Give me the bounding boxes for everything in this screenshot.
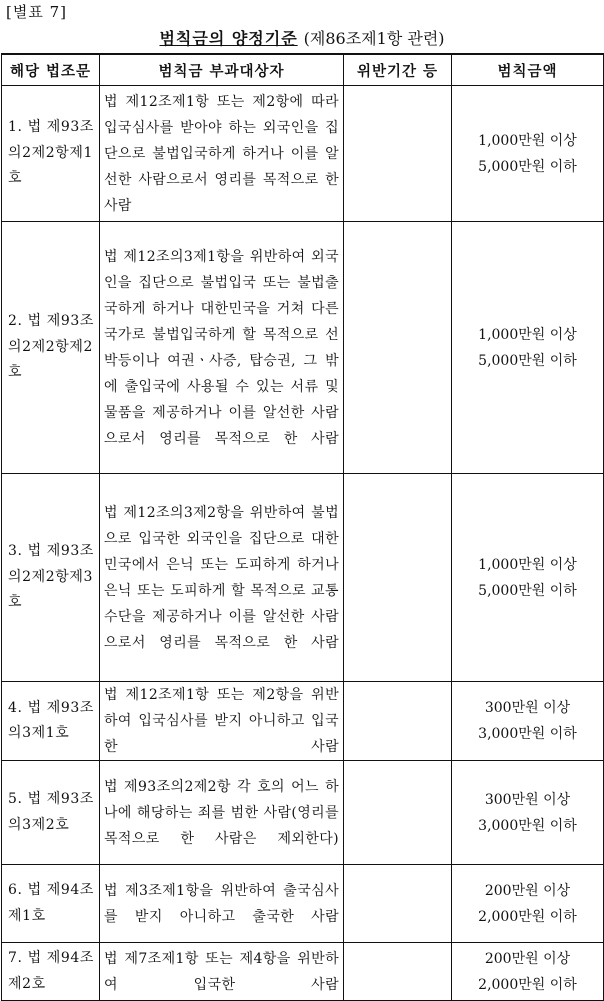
cell-subject: 법 제12조제1항 또는 제2항을 위반하여 입국심사를 받지 아니하고 입국한 사람 bbox=[100, 682, 344, 761]
table-row bbox=[2, 943, 604, 1001]
header-amount: 범칙금액 bbox=[452, 54, 604, 86]
table-row bbox=[2, 474, 604, 682]
cell-amount bbox=[452, 943, 604, 1001]
table-row bbox=[2, 682, 604, 761]
cell-subject: 법 제3조제1항을 위반하여 출국심사를 받지 아니하고 출국한 사람 bbox=[100, 865, 344, 943]
title-subtitle: (제86조제1항 관련) bbox=[303, 29, 445, 48]
cell-subject: 법 제93조의2제2항 각 호의 어느 하나에 해당하는 죄를 범한 사람(영리를 목적으로 한 사람은 제외한다) bbox=[100, 761, 344, 865]
amount-min: 1,000만원 이상 bbox=[478, 556, 577, 573]
table-row bbox=[2, 86, 604, 222]
amount-max: 5,000만원 이하 bbox=[478, 158, 577, 175]
title-main: 범칙금의 양정기준 bbox=[159, 29, 298, 48]
amount-min: 200만원 이상 bbox=[484, 950, 571, 967]
cell-article: 5. 법 제93조의3제2호 bbox=[2, 761, 100, 865]
amount-max: 3,000만원 이하 bbox=[478, 726, 577, 742]
cell-amount bbox=[452, 682, 604, 761]
annex-label: [별표 7] bbox=[6, 3, 67, 21]
cell-amount bbox=[452, 222, 604, 474]
amount-min: 1,000만원 이상 bbox=[478, 132, 577, 149]
cell-period bbox=[344, 865, 452, 943]
amount-min: 300만원 이상 bbox=[484, 700, 571, 716]
header-subject: 범칙금 부과대상자 bbox=[100, 54, 344, 86]
cell-amount bbox=[452, 865, 604, 943]
fine-standards-table bbox=[1, 53, 604, 1001]
cell-article: 3. 법 제93조의2제2항제3호 bbox=[2, 474, 100, 682]
amount-min: 200만원 이상 bbox=[484, 882, 571, 899]
cell-period bbox=[344, 222, 452, 474]
amount-max: 2,000만원 이하 bbox=[478, 976, 577, 993]
cell-period bbox=[344, 682, 452, 761]
cell-period bbox=[344, 761, 452, 865]
cell-subject: 법 제12조의3제2항을 위반하여 불법으로 입국한 외국인을 집단으로 대한민국에서 은닉 또는 도피하게 하거나 은닉 또는 도피하게 할 목적으로 교통수단을 제공하거나 이를 알선한 사람으로서 영리를 목적으로 한 사람 bbox=[100, 474, 344, 682]
cell-subject: 법 제7조제1항 또는 제4항을 위반하여 입국한 사람 bbox=[100, 943, 344, 1001]
cell-amount bbox=[452, 86, 604, 222]
header-article: 해당 법조문 bbox=[2, 54, 100, 86]
cell-article: 2. 법 제93조의2제2항제2호 bbox=[2, 222, 100, 474]
cell-amount bbox=[452, 761, 604, 865]
cell-subject: 법 제12조의3제1항을 위반하여 외국인을 집단으로 불법입국 또는 불법출국하게 하거나 대한민국을 거쳐 다른 국가로 불법입국하게 할 목적으로 선박등이나 여권ㆍ사증, 탑승권, 그 밖에 출입국에 사용될 수 있는 서류 및 물품을 제공하거나 이를 알선한 사람으로서 영리를 목적으로 한 사람 bbox=[100, 222, 344, 474]
table-row bbox=[2, 865, 604, 943]
table-header-row bbox=[2, 54, 604, 86]
cell-period bbox=[344, 943, 452, 1001]
table-row bbox=[2, 761, 604, 865]
cell-article: 1. 법 제93조의2제2항제1호 bbox=[2, 86, 100, 222]
header-period: 위반기간 등 bbox=[344, 54, 452, 86]
cell-period bbox=[344, 474, 452, 682]
cell-article: 6. 법 제94조 제1호 bbox=[2, 865, 100, 943]
amount-max: 5,000만원 이하 bbox=[478, 352, 577, 369]
amount-min: 1,000만원 이상 bbox=[478, 326, 577, 343]
cell-period bbox=[344, 86, 452, 222]
table-row bbox=[2, 222, 604, 474]
document-title bbox=[0, 26, 604, 49]
amount-max: 5,000만원 이하 bbox=[478, 582, 577, 599]
cell-article: 7. 법 제94조 제2호 bbox=[2, 943, 100, 1001]
amount-max: 2,000만원 이하 bbox=[478, 908, 577, 925]
amount-min: 300만원 이상 bbox=[484, 791, 571, 808]
cell-article: 4. 법 제93조의3제1호 bbox=[2, 682, 100, 761]
cell-amount bbox=[452, 474, 604, 682]
amount-max: 3,000만원 이하 bbox=[478, 817, 577, 834]
cell-subject: 법 제12조제1항 또는 제2항에 따라 입국심사를 받아야 하는 외국인을 집단으로 불법입국하게 하거나 이를 알선한 사람으로서 영리를 목적으로 한 사람 bbox=[100, 86, 344, 222]
